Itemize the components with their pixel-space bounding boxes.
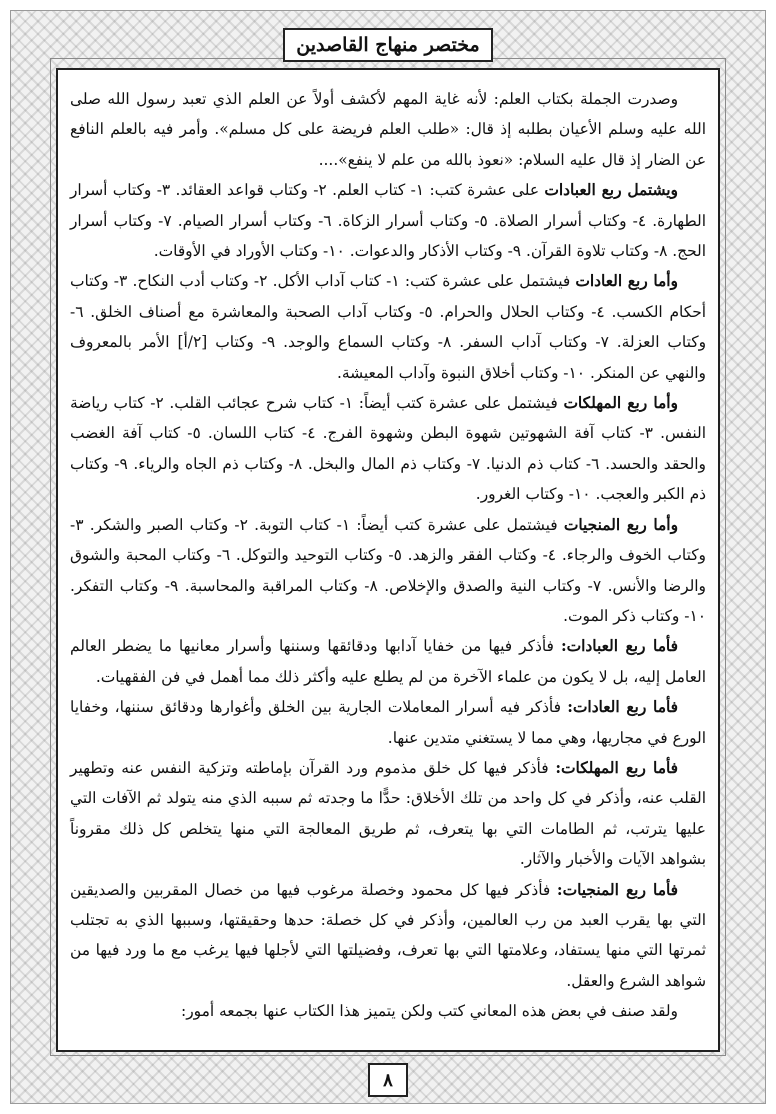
paragraph-text: فأذكر فيها من خفايا آدابها ودقائقها وسننها وأسرار معانيها ما يضطر العالم العامل إليه، بل لا يكون من علماء الآخرة من لم يطلع عليه وأكثر ذلك مما أهمل في فن الفقهيات. xyxy=(70,637,706,686)
paragraph-text: فأذكر فيها كل خلق مذموم ورد القرآن بإماطته وتزكية النفس عنه وتطهير القلب عنه، وأذكر في كل واحد من تلك الأخلاق: حدًّا ما وجدته ثم سببه الذي منه يتولد ثم الآفات التي عليها يترتب، ثم الطامات التي بها يتعرف، ثم طريق المعالجة التي منها يتخلص كل ذلك مقروناً بشواهد الآيات والأخبار والآثار. xyxy=(70,758,706,869)
paragraph-text: على عشرة كتب: ١- كتاب العلم. ٢- وكتاب قواعد العقائد. ٣- وكتاب أسرار الطهارة. ٤- وكتاب أسرار الصلاة. ٥- وكتاب أسرار الزكاة. ٦- وكتاب أسرار الصيام. ٧- وكتاب أسرار الحج. ٨- وكتاب تلاوة القرآن. ٩- وكتاب الأذكار والدعوات. ١٠- وكتاب الأوراد في الأوقات. xyxy=(70,181,706,261)
paragraph-rub-ibadat-books xyxy=(70,175,706,266)
paragraph-lead: فأما ربع المنجيات: xyxy=(556,880,678,899)
paragraph-rub-adat-books xyxy=(70,266,706,388)
closing-paragraph xyxy=(70,996,706,1026)
paragraph-text: فأذكر فيه أسرار المعاملات الجارية بين الخلق وأغوارها ودقائق سننها، وخفايا الورع في مجاريها، وهي مما لا يستغني متدين عنها. xyxy=(70,698,706,747)
paragraph-text: ولقد صنف في بعض هذه المعاني كتب ولكن يتميز هذا الكتاب عنها بجمعه أمور: xyxy=(181,1002,678,1021)
paragraph-lead: وأما ربع المنجيات xyxy=(563,515,679,534)
paragraph-lead: وأما ربع المهلكات xyxy=(563,394,678,413)
paragraph-lead: ويشتمل ربع العبادات xyxy=(544,181,678,200)
intro-paragraph xyxy=(70,84,706,175)
paragraph-lead: فأما ربع العبادات: xyxy=(560,637,678,656)
paragraph-rub-muhlikat-books xyxy=(70,388,706,510)
paragraph-lead: فأما ربع المهلكات: xyxy=(555,758,679,777)
paragraph-rub-munjiyat-desc xyxy=(70,875,706,997)
paragraph-text: فيشتمل على عشرة كتب: ١- كتاب آداب الأكل. ٢- وكتاب أدب النكاح. ٣- وكتاب أحكام الكسب. ٤- وكتاب الحلال والحرام. ٥- وكتاب آداب الصحبة والمعاشرة مع أصناف الخلق. ٦- وكتاب العزلة. ٧- وكتاب آداب السفر. ٨- وكتاب السماع والوجد. ٩- وكتاب [٢/أ] الأمر بالمعروف والنهي عن المنكر. ١٠- وكتاب أخلاق النبوة وآداب المعيشة. xyxy=(70,272,707,382)
paragraph-text: وصدرت الجملة بكتاب العلم: لأنه غاية المهم لأكشف أولاً عن العلم الذي تعبد رسول الله صلى الله عليه وسلم الأعيان بطلبه إذ قال: «طلب العلم فريضة على كل مسلم». وأمر فيه بالعلم النافع عن الضار إذ قال عليه السلام: «نعوذ بالله من علم لا ينفع».... xyxy=(70,90,706,169)
paragraph-rub-muhlikat-desc xyxy=(70,753,706,875)
paragraph-text: فيشتمل على عشرة كتب أيضاً: ١- كتاب التوبة. ٢- وكتاب الصبر والشكر. ٣- وكتاب الخوف والرجاء. ٤- وكتاب الفقر والزهد. ٥- وكتاب التوحيد والتوكل. ٦- وكتاب المحبة والشوق والرضا والأنس. ٧- وكتاب النية والصدق والإخلاص. ٨- وكتاب المراقبة والمحاسبة. ٩- وكتاب التفكر. ١٠- وكتاب ذكر الموت. xyxy=(70,515,706,625)
paragraph-rub-adat-desc xyxy=(70,692,706,753)
paragraph-text: فيشتمل على عشرة كتب أيضاً: ١- كتاب شرح عجائب القلب. ٢- كتاب رياضة النفس. ٣- كتاب آفة الشهوتين شهوة البطن وشهوة الفرج. ٤- كتاب اللسان. ٥- كتاب آفة الغضب والحقد والحسد. ٦- كتاب ذم الدنيا. ٧- وكتاب ذم المال والبخل. ٨- وكتاب ذم الجاه والرياء. ٩- وكتاب ذم الكبر والعجب. ١٠- وكتاب الغرور. xyxy=(70,394,706,504)
paragraph-lead: فأما ربع العادات: xyxy=(567,698,678,717)
paragraph-text: فأذكر فيها كل محمود وخصلة مرغوب فيها من خصال المقربين والصديقين التي بها يقرب العبد من رب العالمين، وأذكر في كل خصلة: حدها وحقيقتها، وسببها الذي به تجتلب ثمرتها التي منها يستفاد، وعلامتها التي بها تعرف، وفضيلتها التي لأجلها فيها يرغب مع ما ورد فيها من شواهد الشرع والعقل. xyxy=(70,880,706,990)
page-header-title: مختصر منهاج القاصدين xyxy=(283,28,493,62)
paragraph-rub-ibadat-desc xyxy=(70,631,706,692)
page-number: ٨ xyxy=(368,1063,408,1097)
page-body xyxy=(56,68,720,1052)
paragraph-lead: وأما ربع العادات xyxy=(575,272,678,291)
paragraph-rub-munjiyat-books xyxy=(70,510,706,632)
